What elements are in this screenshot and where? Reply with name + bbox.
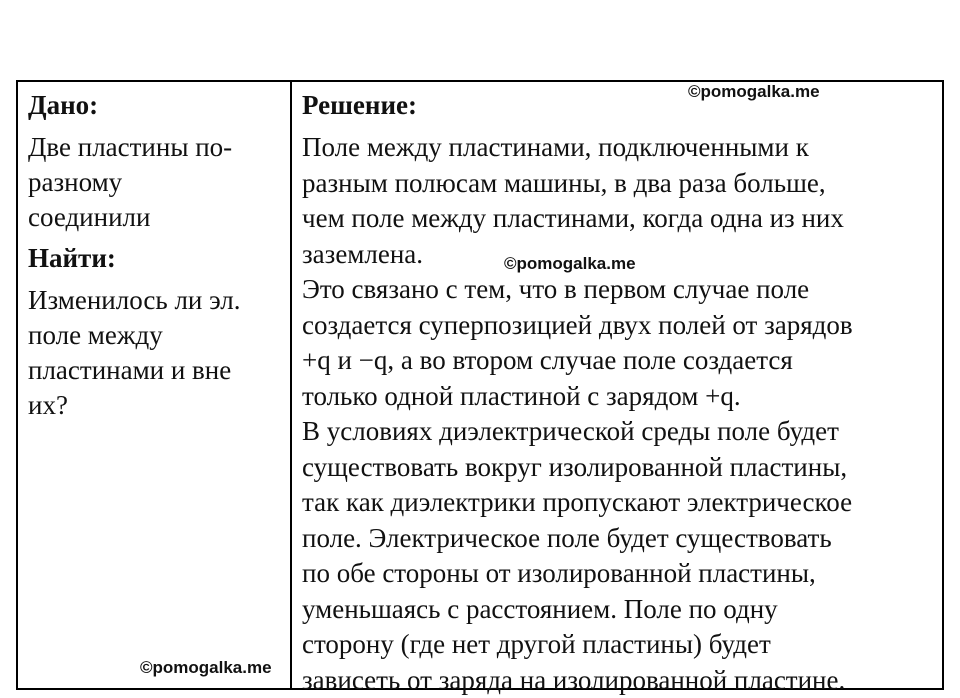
solution-paragraph-3: В условиях диэлектрической среды поле будет существовать вокруг изолированной пластины, так как диэлектрики пропускают электрическое поле. Электрическое поле будет существовать по обе стороны от изолированной пластины, уменьшаясь с расстоянием. Поле по одну сторону (где нет другой пластины) будет зависеть от заряда на изолированной пластине. <box>302 416 853 695</box>
solution-column <box>292 82 942 695</box>
solution-paragraph-2: Это связано с тем, что в первом случае поле создается суперпозицией двух полей от зарядов +q и −q, а во втором случае поле создается только одной пластиной с зарядом +q. <box>302 274 853 411</box>
find-heading: Найти: <box>28 243 116 273</box>
given-column <box>18 82 292 688</box>
watermark-top: ©pomogalka.me <box>688 82 820 101</box>
given-heading: Дано: <box>28 90 99 120</box>
solution-heading: Решение: <box>302 90 417 120</box>
solution-table <box>16 80 944 695</box>
solution-paragraph-1: Поле между пластинами, подключенными к разным полюсам машины, в два раза больше, чем поле между пластинами, когда одна из них заземлена. <box>302 132 844 269</box>
find-text: Изменилось ли эл. поле между пластинами и вне их? <box>28 285 241 420</box>
watermark-middle: ©pomogalka.me <box>504 254 636 273</box>
given-text: Две пластины по- разному соединили <box>28 132 233 232</box>
watermark-bottom: ©pomogalka.me <box>140 658 272 677</box>
